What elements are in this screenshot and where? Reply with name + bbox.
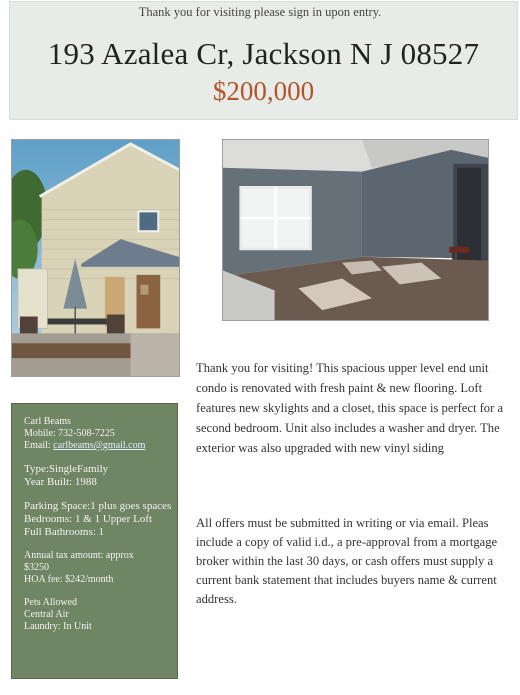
interior-photo-image (223, 140, 488, 320)
property-type: Type:SingleFamily (24, 463, 109, 475)
full-bathrooms: Full Bathrooms: 1 (24, 526, 105, 538)
annual-tax: Annual tax amount: approx $3250 (24, 550, 134, 573)
bedrooms: Bedrooms: 1 & 1 Upper Loft (24, 513, 153, 525)
contact-name: Carl Beams (24, 416, 71, 427)
property-info-panel (11, 403, 178, 679)
exterior-photo (11, 139, 180, 377)
central-air: Central Air (24, 609, 69, 620)
contact-email-label: Email: (24, 440, 54, 451)
contact-email-link[interactable]: carlbeams@gmail.com (53, 440, 146, 451)
hoa-fee: HOA fee: $242/month (24, 574, 114, 585)
interior-photo (222, 139, 489, 321)
property-price: $200,000 (212, 76, 315, 106)
pets-allowed: Pets Allowed (24, 597, 78, 608)
contact-mobile: Mobile: 732-508-7225 (24, 428, 115, 439)
description-paragraph-2: All offers must be submitted in writing or via email. Pleas include a copy of valid i.d., a pre-approval from a mortgage broker within the last 30 days, or cash offers must supply a current bank statement that includes buyers name & current address. (196, 516, 498, 606)
laundry: Laundry: In Unit (24, 621, 92, 632)
description-paragraph-1: Thank you for visiting! This spacious upper level end unit condo is renovated with fresh paint & new flooring. Loft features new skylights and a closet, this space is perfect for a second bedroom. Unit also includes a washer and dryer. The exterior was also upgraded with new vinyl siding (196, 361, 504, 455)
year-built: Year Built: 1988 (24, 476, 97, 488)
property-address: 193 Azalea Cr, Jackson N J 08527 (47, 36, 480, 71)
contact-email-row (24, 440, 177, 452)
sign-in-notice: Thank you for visiting please sign in upon entry. (138, 5, 382, 19)
exterior-photo-image (12, 140, 179, 376)
parking-spaces: Parking Space:1 plus goes spaces (24, 500, 172, 512)
